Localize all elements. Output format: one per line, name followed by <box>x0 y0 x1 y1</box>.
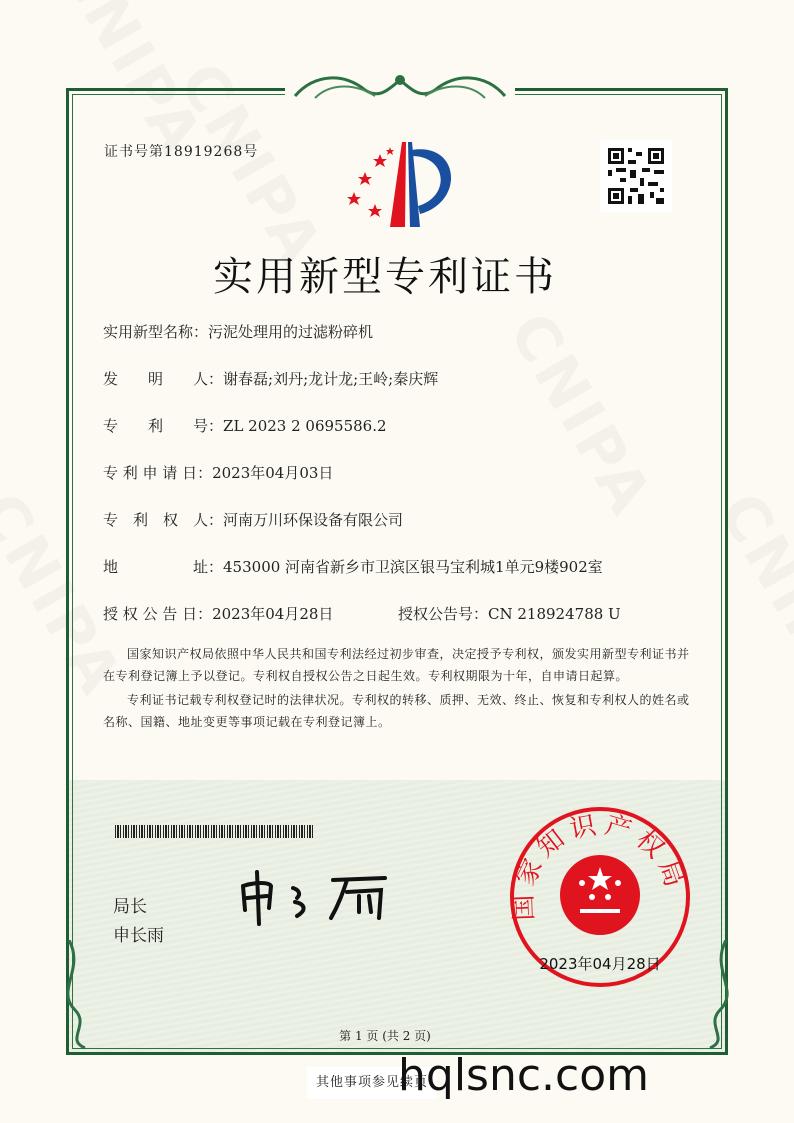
field-label: 实用新型名称： <box>103 323 209 341</box>
field-value: 污泥处理用的过滤粉碎机 <box>208 323 374 341</box>
overlay-watermark-text: hqlsnc.com <box>398 1050 650 1101</box>
field-grant-number <box>398 603 621 624</box>
field-label: 地 址： <box>103 558 224 576</box>
field-value: 2023年04月28日 <box>212 605 334 623</box>
field-patent-number <box>103 415 387 436</box>
signature <box>235 868 415 928</box>
qr-code <box>600 140 672 212</box>
certificate-number: 证书号第18919268号 <box>104 144 259 160</box>
certificate-title: 实用新型专利证书 <box>213 254 557 300</box>
field-address <box>103 556 603 577</box>
field-value: CN 218924788 U <box>488 605 621 623</box>
seal-date: 2023年04月28日 <box>539 955 661 973</box>
official-seal <box>508 805 692 989</box>
field-value: 453000 河南省新乡市卫滨区银马宝利城1单元9楼902室 <box>223 558 603 576</box>
field-label: 授权公告号： <box>398 605 489 623</box>
cnipa-logo-icon <box>340 142 460 232</box>
seal-text: 国家知识产权局 <box>508 809 692 922</box>
page-number: 第 1 页 (共 2 页) <box>339 1029 431 1043</box>
footer-note: 其他事项参见续页 <box>307 1067 437 1099</box>
field-value: ZL 2023 2 0695586.2 <box>223 417 387 435</box>
field-label: 专 利 号： <box>103 417 224 435</box>
field-design-name <box>103 321 373 342</box>
director-block <box>113 893 164 951</box>
field-grant-date <box>103 603 333 624</box>
director-title: 局长 <box>113 897 147 917</box>
field-value: 谢春磊;刘丹;龙计龙;王岭;秦庆辉 <box>223 370 439 388</box>
field-label: 授 权 公 告 日： <box>103 605 213 623</box>
field-label: 专 利 申 请 日： <box>103 464 213 482</box>
field-inventors <box>103 368 438 389</box>
legal-text <box>103 643 698 733</box>
field-patentee <box>103 509 403 530</box>
field-label: 发 明 人： <box>103 370 224 388</box>
field-value: 2023年04月03日 <box>212 464 334 482</box>
barcode <box>115 825 315 838</box>
field-application-date <box>103 462 333 483</box>
field-label: 专 利 权 人： <box>103 511 224 529</box>
director-name: 申长雨 <box>113 926 164 946</box>
legal-paragraph: 国家知识产权局依照中华人民共和国专利法经过初步审查，决定授予专利权，颁发实用新型专利证书并在专利登记簿上予以登记。专利权自授权公告之日起生效。专利权期限为十年，自申请日起算。 <box>103 647 690 683</box>
legal-paragraph: 专利证书记载专利权登记时的法律状况。专利权的转移、质押、无效、终止、恢复和专利权人的姓名或名称、国籍、地址变更等事项记载在专利登记簿上。 <box>103 693 690 729</box>
ornament-icon <box>285 68 515 108</box>
field-value: 河南万川环保设备有限公司 <box>223 511 404 529</box>
